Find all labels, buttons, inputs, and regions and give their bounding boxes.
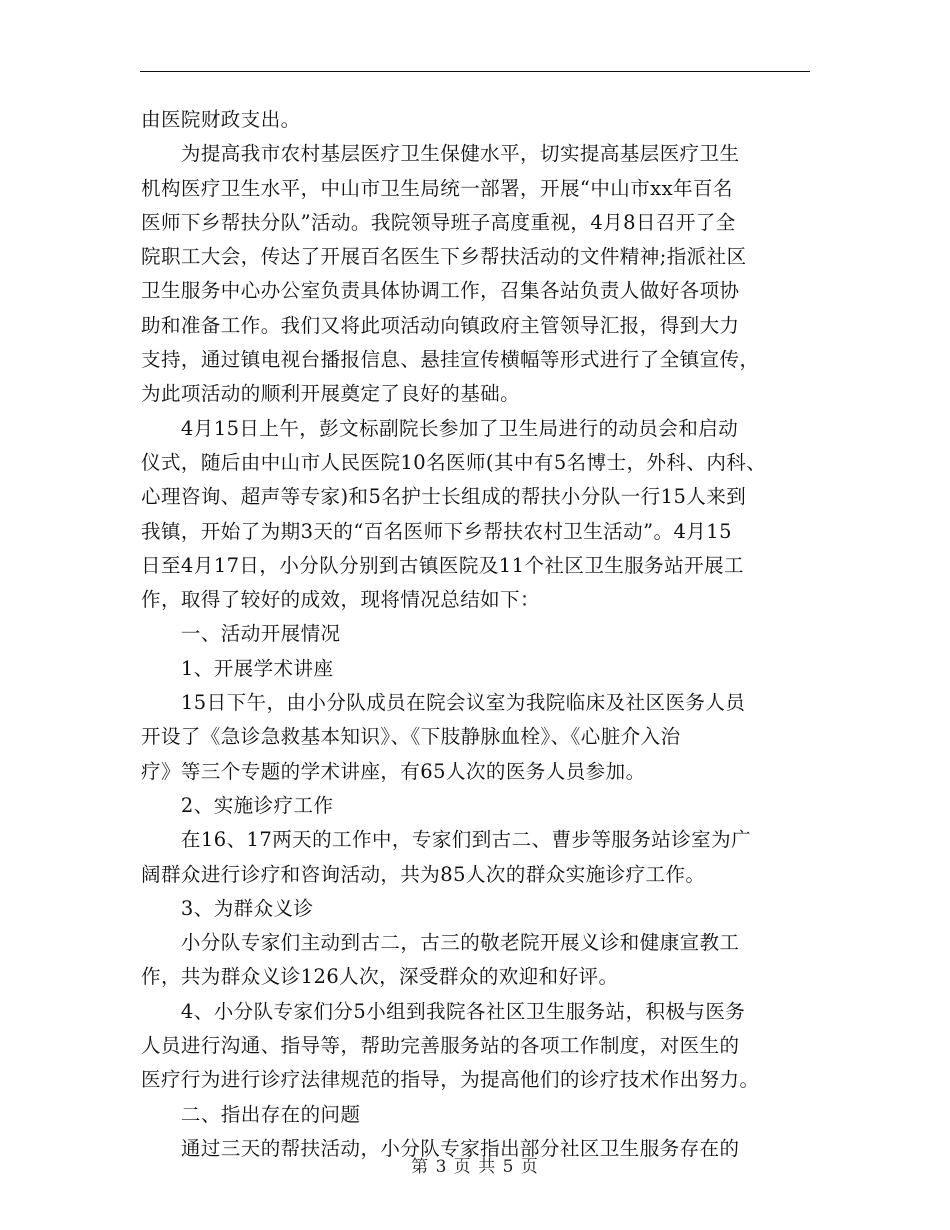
- body-text: [141, 103, 821, 1166]
- text-line: 为提高我市农村基层医疗卫生保健水平，切实提高基层医疗卫生: [141, 142, 740, 166]
- text-line: 疗》等三个专题的学术讲座，有65人次的医务人员参加。: [141, 759, 646, 783]
- text-line: 小分队专家们主动到古二，古三的敬老院开展义诊和健康宣教工: [141, 931, 740, 955]
- header-rule: [140, 71, 810, 72]
- text-line: 助和准备工作。我们又将此项活动向镇政府主管领导汇报，得到大力: [141, 313, 740, 337]
- text-line: 开设了《急诊急救基本知识》、《下肢静脉血栓》、《心脏介入治: [141, 725, 681, 749]
- subsection-heading: 1、开展学术讲座: [141, 656, 334, 680]
- text-line: 机构医疗卫生水平，中山市卫生局统一部署，开展“中山市xx年百名: [141, 176, 733, 200]
- text-line: 为此项活动的顺利开展奠定了良好的基础。: [141, 382, 521, 406]
- page-number-footer: 第 3 页 共 5 页: [411, 1157, 539, 1177]
- text-line: 仪式，随后由中山市人民医院10名医师(其中有5名博士，外科、内科、: [141, 450, 767, 474]
- text-line: 院职工大会，传达了开展百名医生下乡帮扶活动的文件精神;指派社区: [141, 245, 747, 269]
- text-line: 4月15日上午，彭文标副院长参加了卫生局进行的动员会和启动: [141, 416, 739, 440]
- text-line: 作，取得了较好的成效，现将情况总结如下：: [141, 588, 541, 612]
- text-line: 医师下乡帮扶分队”活动。我院领导班子高度重视，4月8日召开了全: [141, 210, 736, 234]
- section-heading: 一、活动开展情况: [141, 622, 341, 646]
- text-line: 卫生服务中心办公室负责具体协调工作，召集各站负责人做好各项协: [141, 279, 740, 303]
- text-line: 我镇，开始了为期3天的“百名医师下乡帮扶农村卫生活动”。4月15: [141, 519, 732, 543]
- text-line: 由医院财政支出。: [141, 108, 301, 131]
- section-heading: 二、指出存在的问题: [141, 1102, 361, 1126]
- text-line: 在16、17两天的工作中，专家们到古二、曹步等服务站诊室为广: [141, 828, 752, 852]
- subsection-heading: 3、为群众义诊: [141, 896, 314, 920]
- text-line: 阔群众进行诊疗和咨询活动，共为85人次的群众实施诊疗工作。: [141, 862, 706, 886]
- text-line: 4、小分队专家们分5小组到我院各社区卫生服务站，积极与医务: [141, 999, 746, 1023]
- text-line: 作，共为群众义诊126人次，深受群众的欢迎和好评。: [141, 965, 619, 989]
- text-line: 支持，通过镇电视台播报信息、悬挂宣传横幅等形式进行了全镇宣传，: [141, 348, 760, 372]
- text-line: 心理咨询、超声等专家)和5名护士长组成的帮扶小分队一行15人来到: [141, 485, 747, 509]
- text-line: 15日下午，由小分队成员在院会议室为我院临床及社区医务人员: [141, 691, 746, 715]
- text-line: 医疗行为进行诊疗法律规范的指导，为提高他们的诊疗技术作出努力。: [141, 1068, 760, 1092]
- text-line: 日至4月17日，小分队分别到古镇医院及11个社区卫生服务站开展工: [141, 553, 744, 577]
- text-line: 通过三天的帮扶活动，小分队专家指出部分社区卫生服务存在的: [141, 1136, 740, 1160]
- text-line: 人员进行沟通、指导等，帮助完善服务站的各项工作制度，对医生的: [141, 1034, 740, 1058]
- subsection-heading: 2、实施诊疗工作: [141, 793, 334, 817]
